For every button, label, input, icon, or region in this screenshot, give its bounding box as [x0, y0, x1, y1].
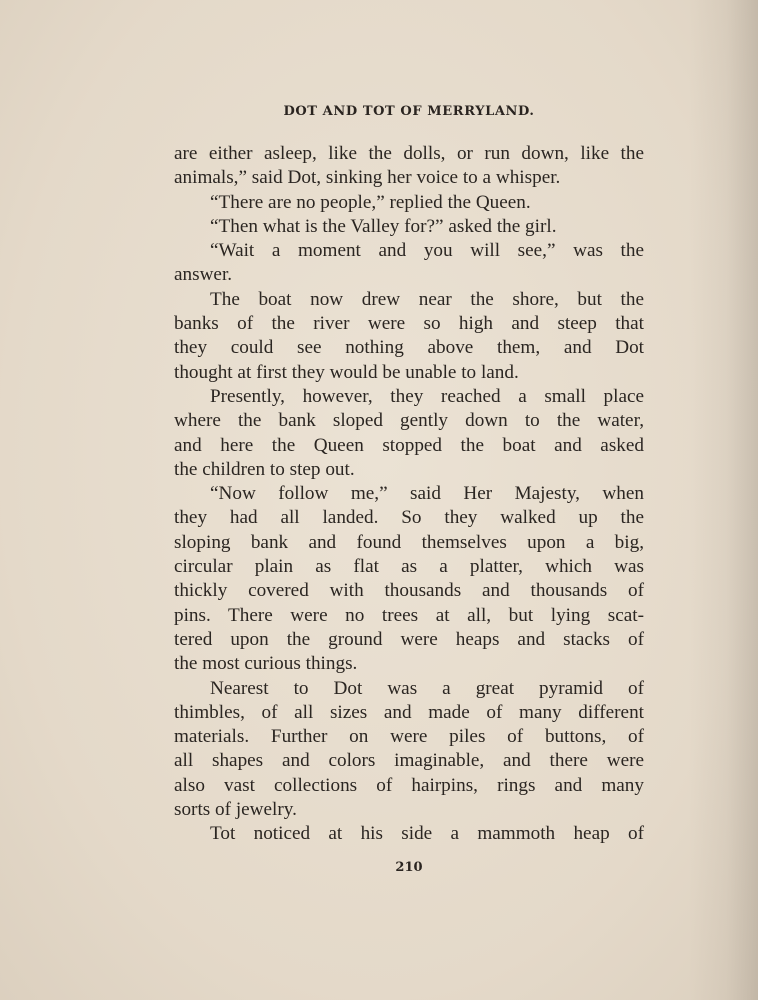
text-line: Nearest to Dot was a great pyramid of	[210, 677, 644, 699]
text-line: they had all landed. So they walked up the	[174, 507, 644, 529]
text-line: thought at first they would be unable to land.	[174, 361, 519, 383]
spine-shadow	[688, 0, 758, 1000]
text-line: tered upon the ground were heaps and stacks of	[174, 628, 644, 650]
text-line: materials. Further on were piles of buttons, of	[174, 726, 644, 748]
text-line: “Now follow me,” said Her Majesty, when	[210, 483, 644, 505]
text-line: circular plain as flat as a platter, which was	[174, 556, 644, 578]
text-line: all shapes and colors imaginable, and there were	[174, 750, 644, 772]
text-line: animals,” said Dot, sinking her voice to a whisper.	[174, 167, 561, 189]
text-line: pins. There were no trees at all, but lying scat-	[174, 604, 644, 626]
text-line: Presently, however, they reached a small place	[210, 385, 644, 407]
text-line: “There are no people,” replied the Queen.	[210, 191, 531, 213]
running-head: DOT AND TOT OF MERRYLAND.	[283, 104, 535, 119]
page-number: 210	[395, 860, 423, 875]
text-line: and here the Queen stopped the boat and asked	[174, 434, 644, 456]
text-line: “Then what is the Valley for?” asked the girl.	[210, 215, 557, 237]
text-line: where the bank sloped gently down to the water,	[174, 410, 644, 432]
text-line: the children to step out.	[174, 458, 355, 480]
text-line: sorts of jewelry.	[174, 799, 297, 821]
text-line: The boat now drew near the shore, but the	[210, 288, 644, 310]
text-line: also vast collections of hairpins, rings and many	[174, 774, 644, 796]
text-line: they could see nothing above them, and Dot	[174, 337, 644, 359]
text-line: answer.	[174, 264, 233, 286]
text-line: sloping bank and found themselves upon a big,	[174, 531, 644, 553]
text-line: thickly covered with thousands and thousands of	[174, 580, 644, 602]
text-line: Tot noticed at his side a mammoth heap of	[210, 823, 644, 845]
text-line: are either asleep, like the dolls, or run down, like the	[174, 143, 644, 164]
text-line: banks of the river were so high and steep that	[174, 313, 644, 335]
text-line: the most curious things.	[174, 653, 358, 675]
text-line: “Wait a moment and you will see,” was the	[210, 240, 644, 262]
text-line: thimbles, of all sizes and made of many different	[174, 701, 644, 723]
body-text	[174, 142, 644, 847]
